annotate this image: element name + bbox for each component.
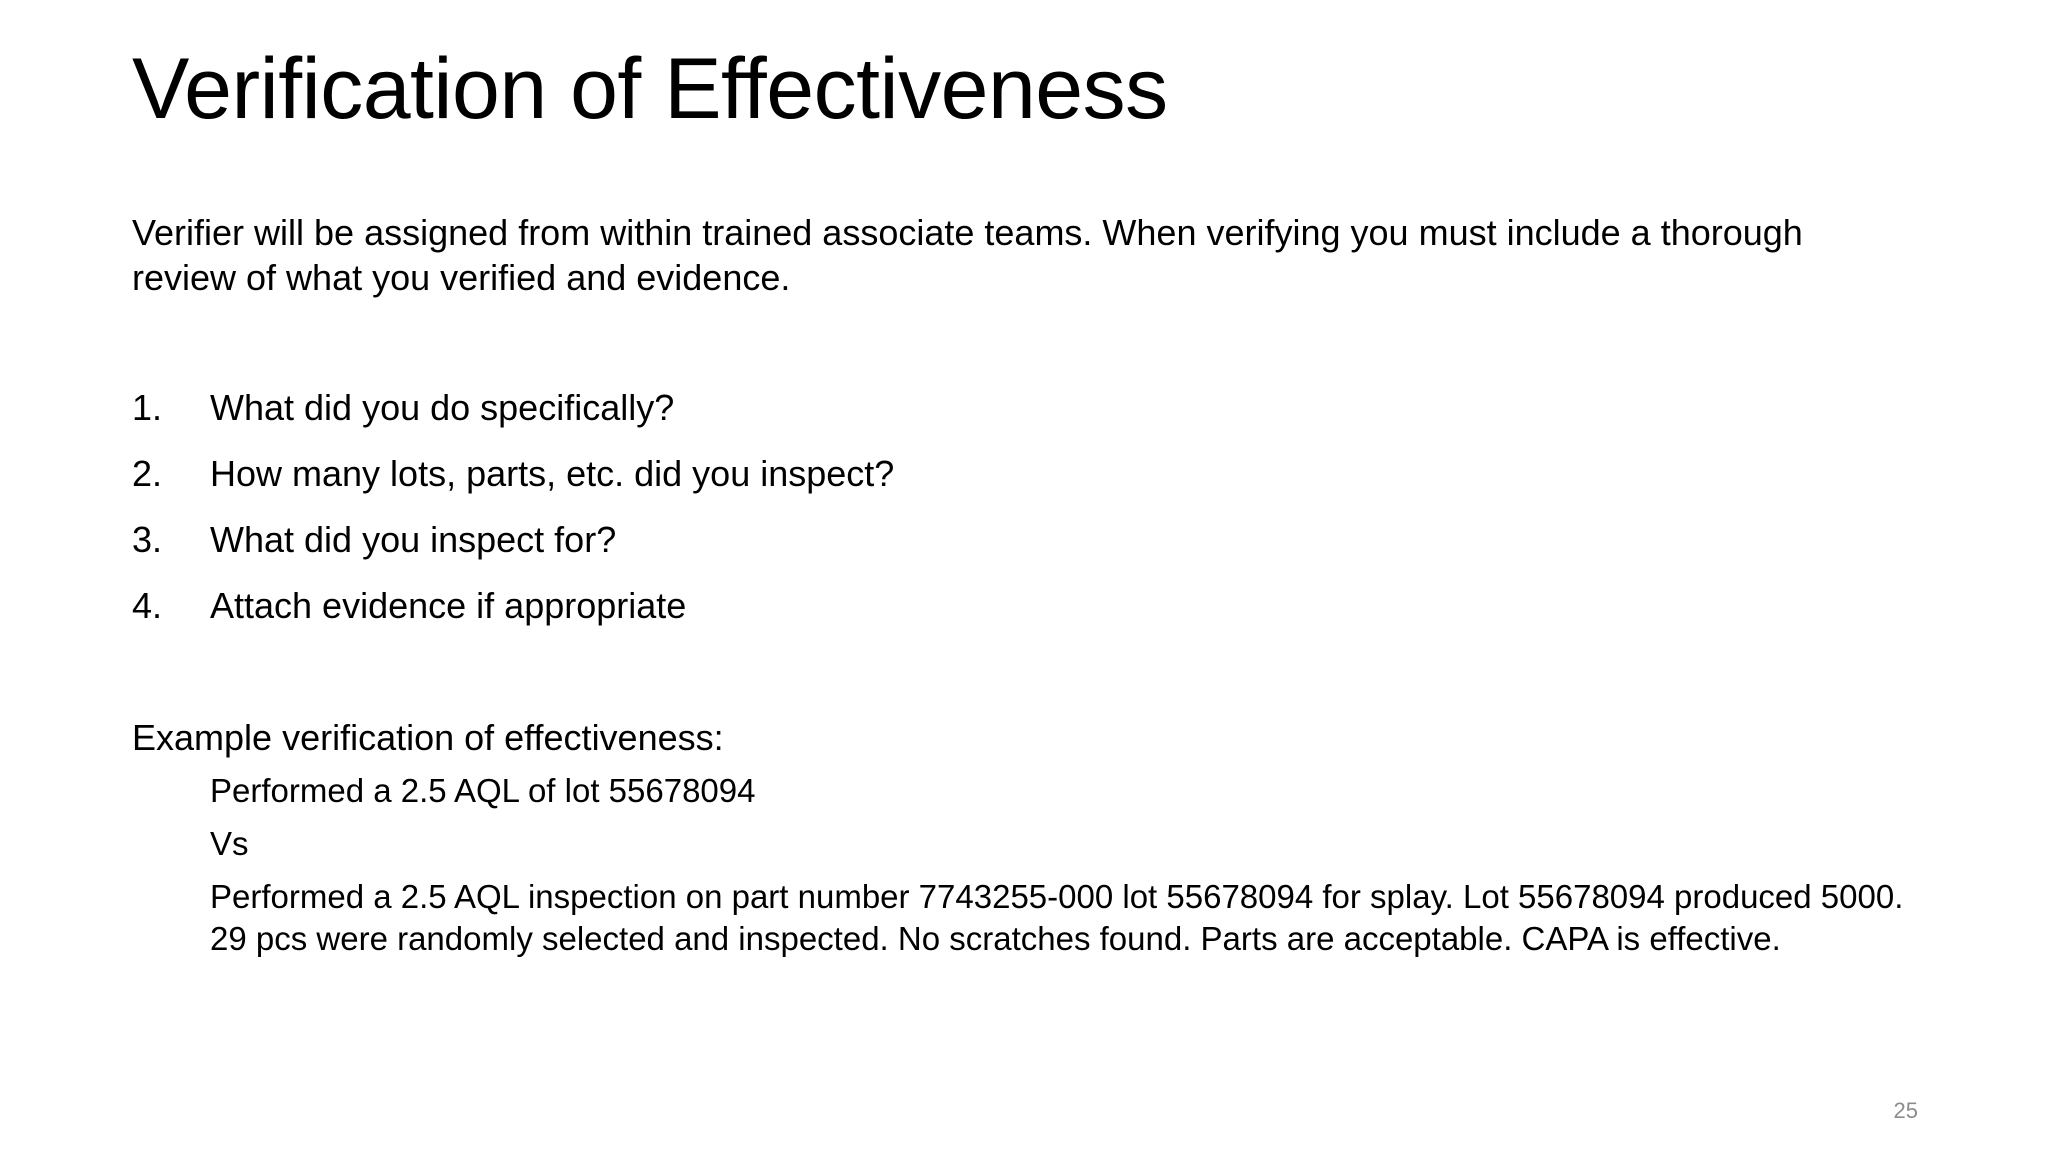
list-item (132, 384, 894, 450)
list-item-text: What did you do specifically? (210, 387, 675, 428)
example-heading: Example verification of effectiveness: (132, 717, 724, 758)
list-item-text: How many lots, parts, etc. did you inspect? (210, 453, 895, 494)
list-item-number: 2. (132, 453, 163, 494)
example-line: Performed a 2.5 AQL inspection on part number 7743255-000 lot 55678094 for splay. Lot 55678094 produced 5000. 29 pcs were randomly selected and inspected. No scratches found. Parts are acceptable. CAPA is effective. (210, 878, 1904, 957)
example-line: Vs (210, 825, 249, 862)
list-item-number: 3. (132, 519, 163, 560)
slide-title: Verification of Effectiveness (132, 41, 1168, 137)
list-item-number: 4. (132, 585, 163, 626)
list-item-number: 1. (132, 387, 163, 428)
page-number: 25 (1893, 1098, 1918, 1123)
list-item (132, 516, 894, 582)
list-item (132, 582, 894, 648)
list-item-text: What did you inspect for? (210, 519, 617, 560)
steps-list (132, 384, 894, 648)
example-line: Performed a 2.5 AQL of lot 55678094 (210, 772, 756, 809)
example-block (210, 770, 1910, 971)
list-item (132, 450, 894, 516)
intro-paragraph: Verifier will be assigned from within trained associate teams. When verifying you must include a thorough review of what you verified and evidence. (132, 212, 1803, 298)
list-item-text: Attach evidence if appropriate (210, 585, 687, 626)
